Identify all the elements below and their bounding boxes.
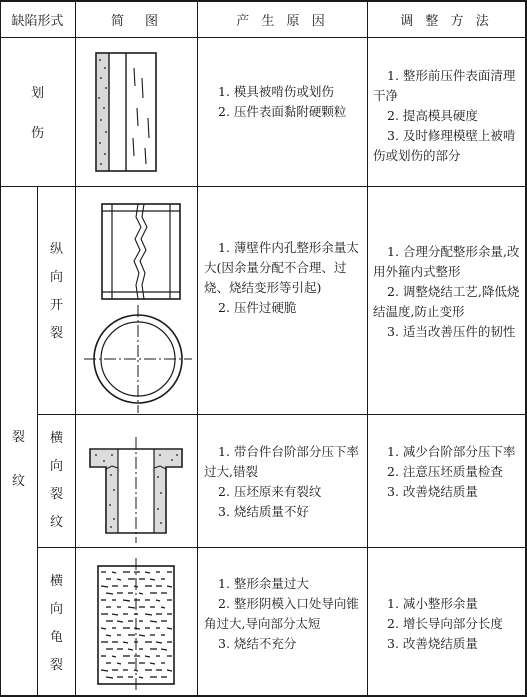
crack-mark — [123, 642, 128, 643]
crack-mark — [134, 586, 138, 587]
method-item: 3. 改善烧结质量 — [387, 484, 478, 499]
rule — [197, 0, 198, 697]
defect-label-longitudinal-crack: 纵 向 开 裂 — [49, 242, 63, 341]
crack-mark — [134, 670, 138, 671]
method-item: 2. 增长导向部分长度 — [387, 616, 503, 631]
causes-scratch — [204, 82, 362, 122]
cause-item: 2. 压坯原来有裂纹 — [218, 484, 322, 499]
cause-item: 1. 模具被啃伤或划伤 — [218, 84, 334, 99]
crack-mark — [112, 614, 118, 615]
methods-longitudinal-crack — [373, 242, 521, 342]
method-item: 1. 减小整形余量 — [387, 596, 478, 611]
crack-mark — [167, 670, 172, 671]
method-item: 3. 适当改善压件的韧性 — [387, 324, 516, 339]
crack-mark — [139, 593, 143, 594]
crack-mark — [123, 600, 130, 601]
crack-mark — [150, 621, 157, 622]
crack-mark — [134, 628, 140, 629]
crack-mark — [106, 593, 113, 594]
crack-mark — [139, 677, 143, 678]
crack-mark — [101, 586, 108, 587]
methods-scratch — [373, 66, 521, 166]
crack-mark — [150, 579, 155, 580]
cause-item: 2. 整形阴模入口处导向锥角过大,导向部分太短 — [204, 596, 359, 631]
defect-label-transverse-turtle-crack: 横 向 龟 裂 — [49, 574, 63, 673]
crack-mark — [106, 677, 113, 678]
sketch-transverse-crack — [76, 415, 197, 547]
rule — [367, 0, 368, 697]
crack-mark — [112, 656, 116, 657]
cause-item: 2. 压件过硬脆 — [218, 300, 297, 315]
header-sketch: 简 图 — [110, 14, 162, 29]
rule — [0, 0, 527, 2]
crack-mark — [156, 600, 160, 601]
crack-mark — [117, 621, 123, 622]
cause-item: 3. 烧结质量不好 — [218, 504, 309, 519]
crack-mark — [167, 586, 172, 587]
crack-mark — [112, 572, 116, 573]
methods-transverse-crack — [373, 442, 521, 502]
crack-mark — [161, 607, 165, 608]
cause-item: 1. 薄壁件内孔整形余量太大(因余量分配不合理、过烧、烧结变形等引起) — [204, 240, 359, 295]
causes-transverse-turtle-crack — [204, 574, 362, 654]
method-item: 1. 整形前压件表面清理干净 — [373, 68, 516, 103]
defect-label-transverse-crack: 横 向 裂 纹 — [49, 431, 63, 530]
crack-mark — [150, 663, 155, 664]
header-adjustment: 调 整 方 法 — [400, 14, 493, 29]
sketch-transverse-turtle-crack — [76, 548, 197, 695]
cause-item: 3. 烧结不充分 — [218, 636, 297, 651]
method-item: 1. 合理分配整形余量,改用外箍内式整形 — [373, 244, 520, 279]
crack-mark — [117, 663, 121, 664]
crack-mark — [167, 628, 172, 629]
cause-item: 1. 整形余量过大 — [218, 576, 309, 591]
sketch-scratch — [76, 38, 197, 186]
crack-mark — [139, 635, 145, 636]
method-item: 3. 及时修理模壁上被啃伤或划伤的部分 — [373, 128, 516, 163]
header-cause: 产 生 原 因 — [236, 14, 329, 29]
methods-transverse-turtle-crack — [373, 594, 521, 654]
causes-longitudinal-crack — [204, 238, 362, 318]
method-item: 1. 减少台阶部分压下率 — [387, 444, 516, 459]
crack-mark — [128, 607, 135, 608]
causes-transverse-crack — [204, 442, 362, 522]
crack-mark — [106, 635, 111, 636]
crack-mark — [101, 628, 106, 629]
method-item: 3. 改善烧结质量 — [387, 636, 478, 651]
cause-item: 2. 压件表面黏附硬颗粒 — [218, 104, 347, 119]
method-item: 2. 调整烧结工艺,降低烧结温度,防止变形 — [373, 284, 520, 319]
method-item: 2. 提高模具硬度 — [387, 108, 478, 123]
header-defect-form: 缺陷形式 — [11, 14, 64, 29]
defect-label-scratch: 划 伤 — [30, 86, 44, 141]
crack-mark — [145, 656, 150, 657]
crack-mark — [145, 572, 150, 573]
defect-group-label-crack: 裂 纹 — [11, 430, 25, 489]
crack-mark — [156, 642, 162, 643]
sketch-longitudinal-crack — [76, 187, 197, 414]
crack-mark — [117, 579, 121, 580]
crack-mark — [145, 614, 152, 615]
crack-mark — [128, 649, 133, 650]
crack-mark — [101, 670, 108, 671]
method-item: 2. 注意压坯质量检查 — [387, 464, 503, 479]
crack-mark — [161, 649, 167, 650]
cause-item: 1. 带台件台阶部分压下率过大,错裂 — [204, 444, 359, 479]
